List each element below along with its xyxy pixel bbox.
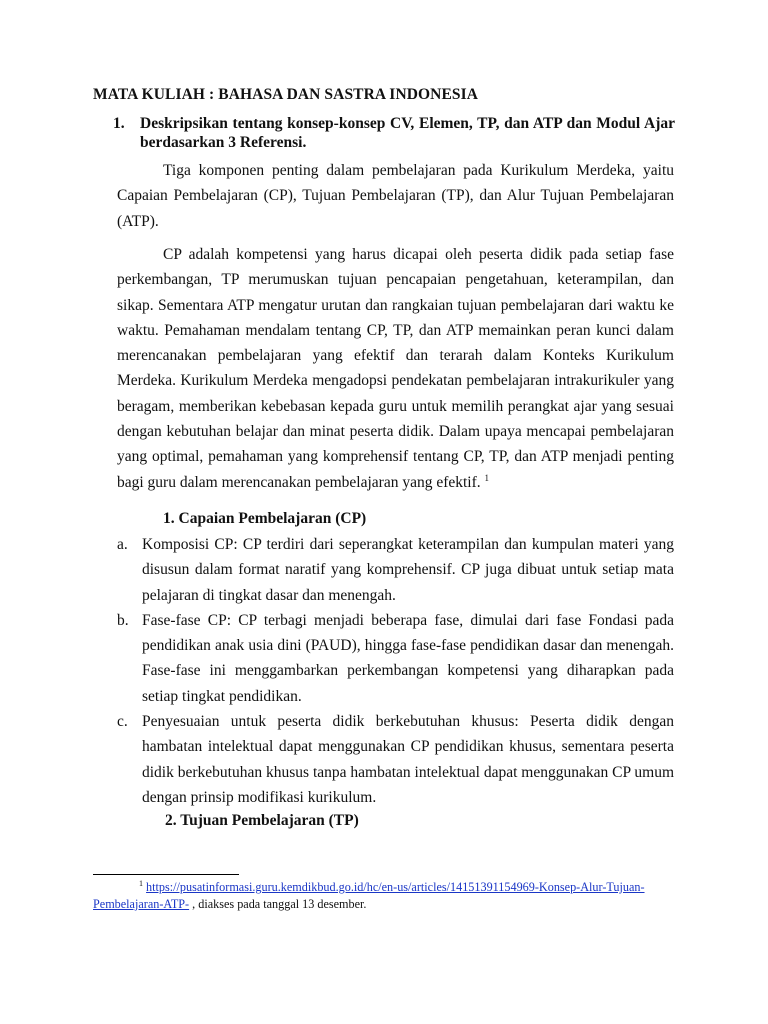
footnote-number: 1	[139, 879, 143, 888]
intro-paragraph	[117, 158, 674, 234]
list-marker: b.	[117, 611, 129, 629]
list-item	[117, 532, 674, 608]
cp-tp-atp-paragraph-text: CP adalah kompetensi yang harus dicapai oleh peserta didik pada setiap fase perkembangan, TP merumuskan tujuan pencapaian pengetahuan, keterampilan, dan sikap. Sementara ATP mengatur urutan dan rangkaian tujuan pembelajaran dari waktu ke waktu. Pemahaman mendalam tentang CP, TP, dan ATP memainkan peran kunci dalam merencanakan pembelajaran yang efektif dan terarah dalam Konteks Kurikulum Merdeka. Kurikulum Merdeka mengadopsi pendekatan pembelajaran intrakurikuler yang beragam, memberikan kebebasan kepada guru untuk memilih perangkat ajar yang sesuai dengan kebutuhan belajar dan minat peserta didik. Dalam upaya mencapai pembelajaran yang optimal, pemahaman yang komprehensif tentang CP, TP, dan ATP menjadi penting bagi guru dalam merencanakan pembelajaran yang efektif.	[117, 246, 674, 491]
section-heading-cp: 1. Capaian Pembelajaran (CP)	[163, 510, 367, 527]
question-heading	[113, 114, 675, 152]
question-text: Deskripsikan tentang konsep-konsep CV, Elemen, TP, dan ATP dan Modul Ajar berdasarkan 3 Referensi.	[140, 115, 675, 151]
footnote	[93, 879, 678, 913]
section-heading-tp: 2. Tujuan Pembelajaran (TP)	[165, 812, 359, 829]
footnote-divider	[93, 874, 239, 875]
list-item-text: Komposisi CP: CP terdiri dari seperangkat keterampilan dan kumpulan materi yang disusun dalam format naratif yang komprehensif. CP juga dibuat untuk setiap mata pelajaran di tingkat dasar dan menengah.	[142, 536, 674, 604]
list-item	[117, 608, 674, 709]
course-title: MATA KULIAH : BAHASA DAN SASTRA INDONESIA	[93, 86, 479, 103]
list-item-text: Penyesuaian untuk peserta didik berkebutuhan khusus: Peserta didik dengan hambatan intelektual dapat menggunakan CP pendidikan khusus, sementara peserta didik berkebutuhan khusus tanpa hambatan intelektual dapat menggunakan CP umum dengan prinsip modifikasi kurikulum.	[142, 713, 674, 806]
question-number: 1.	[113, 115, 125, 132]
list-marker: a.	[117, 536, 128, 553]
cp-list	[117, 532, 674, 810]
footnote-suffix: , diakses pada tanggal 13 desember.	[189, 897, 367, 911]
list-item	[117, 709, 674, 810]
list-marker: c.	[117, 713, 128, 731]
footnote-link[interactable]: https://pusatinformasi.guru.kemdikbud.go.id/hc/en-us/articles/14151391154969-Konsep-Alur-Tujuan-Pembelajaran-ATP-	[93, 880, 645, 911]
footnote-reference: 1	[484, 472, 490, 483]
intro-paragraph-text: Tiga komponen penting dalam pembelajaran pada Kurikulum Merdeka, yaitu Capaian Pembelajaran (CP), Tujuan Pembelajaran (TP), dan Alur Tujuan Pembelajaran (ATP).	[117, 162, 674, 230]
list-item-text: Fase-fase CP: CP terbagi menjadi beberapa fase, dimulai dari fase Fondasi pada pendidikan anak usia dini (PAUD), hingga fase-fase pendidikan dasar dan menengah. Fase-fase ini menggambarkan perkembangan kompetensi yang diharapkan pada setiap tingkat pendidikan.	[142, 611, 674, 705]
cp-tp-atp-paragraph	[117, 242, 674, 495]
